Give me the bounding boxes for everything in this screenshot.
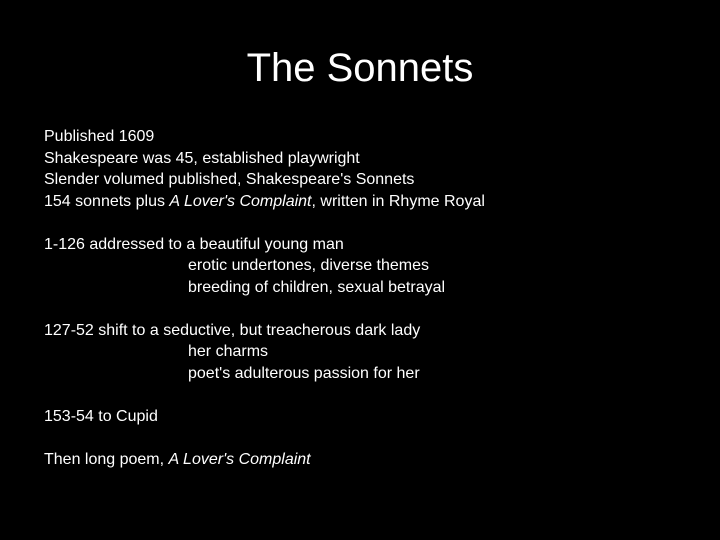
- dark-lady-heading: 127-52 shift to a seductive, but treacherous dark lady: [44, 321, 421, 339]
- dark-lady-detail-2: poet's adulterous passion for her: [188, 364, 420, 382]
- intro-count-title: A Lover's Complaint: [169, 192, 312, 210]
- spacer: [44, 384, 704, 406]
- young-man-detail-1: erotic undertones, diverse themes: [188, 257, 430, 274]
- long-poem-pre: Then long poem,: [44, 450, 169, 468]
- young-man-heading: 1-126 addressed to a beautiful young man: [44, 235, 344, 253]
- slide-title: The Sonnets: [246, 46, 474, 90]
- young-man-detail-2: breeding of children, sexual betrayal: [188, 278, 446, 296]
- long-poem-title: A Lover's Complaint: [168, 450, 311, 468]
- spacer: [44, 427, 704, 449]
- intro-published: Published 1609: [44, 128, 155, 145]
- spacer: [44, 298, 704, 320]
- intro-count: [44, 191, 704, 213]
- intro-count-pre: 154 sonnets plus: [44, 192, 170, 210]
- slide-body: [44, 126, 704, 470]
- dark-lady-detail-1: her charms: [188, 343, 269, 360]
- intro-volume: Slender volumed published, Shakespeare's Sonnets: [44, 171, 415, 188]
- intro-count-post: , written in Rhyme Royal: [311, 192, 485, 210]
- intro-age: Shakespeare was 45, established playwright: [44, 149, 360, 167]
- cupid-heading: 153-54 to Cupid: [44, 407, 158, 425]
- long-poem-line: [44, 449, 704, 471]
- spacer: [44, 212, 704, 234]
